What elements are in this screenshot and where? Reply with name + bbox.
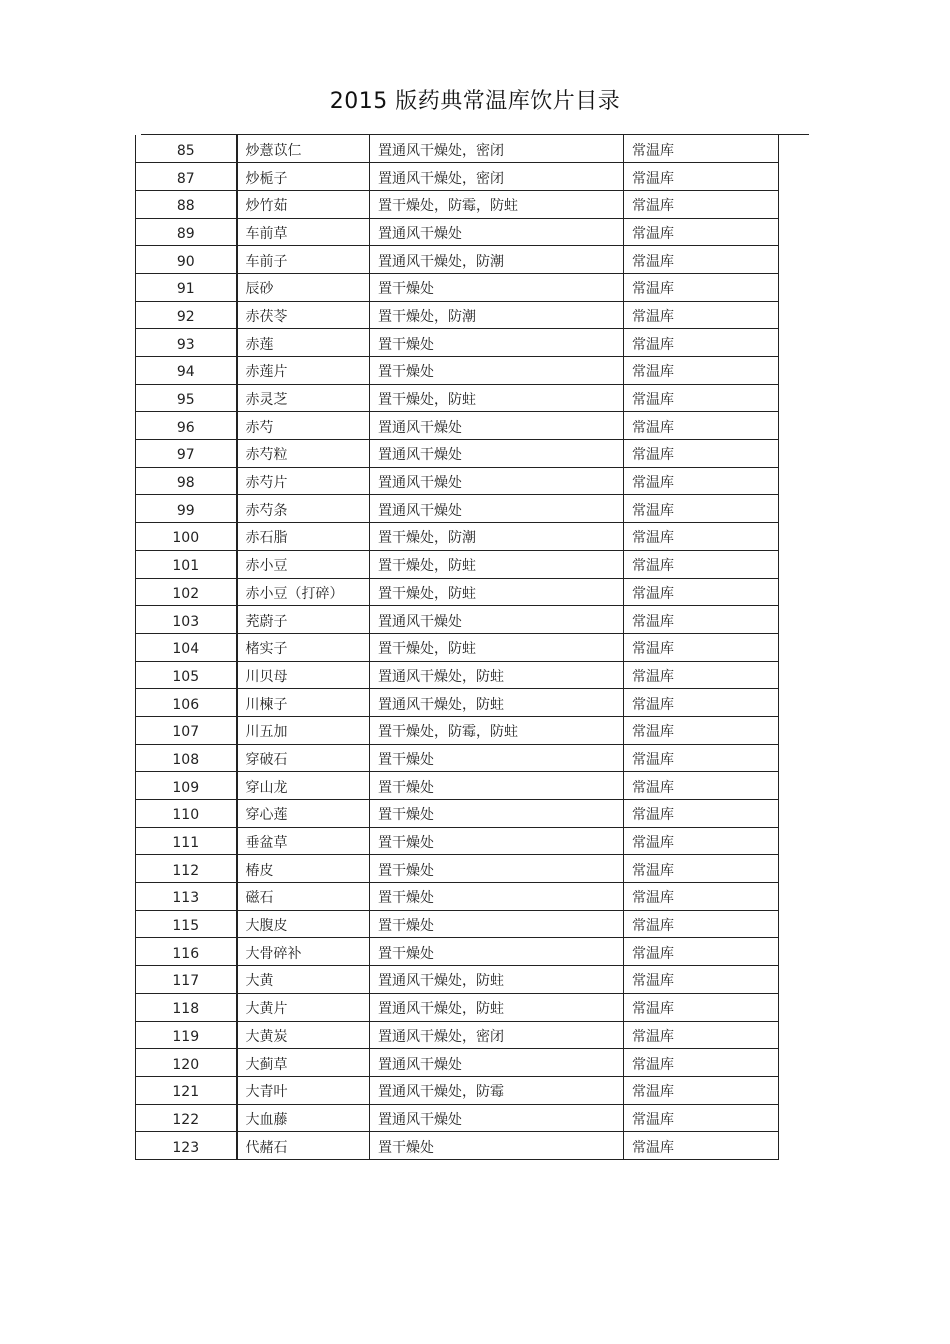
- herb-name: 川贝母: [237, 661, 370, 689]
- warehouse: 常温库: [624, 1021, 779, 1049]
- table-row: [136, 827, 779, 855]
- storage-condition: 置干燥处: [370, 827, 624, 855]
- item-number: 90: [136, 246, 237, 274]
- storage-condition: 置通风干燥处: [370, 606, 624, 634]
- table-row: [136, 163, 779, 191]
- warehouse: 常温库: [624, 218, 779, 246]
- herb-name: 大黄片: [237, 993, 370, 1021]
- warehouse: 常温库: [624, 993, 779, 1021]
- herb-name: 椿皮: [237, 855, 370, 883]
- table-row: [136, 772, 779, 800]
- storage-condition: 置通风干燥处，防蛀: [370, 661, 624, 689]
- warehouse: 常温库: [624, 661, 779, 689]
- item-number: 93: [136, 329, 237, 357]
- table-row: [136, 329, 779, 357]
- warehouse: 常温库: [624, 523, 779, 551]
- warehouse: 常温库: [624, 163, 779, 191]
- item-number: 100: [136, 523, 237, 551]
- storage-condition: 置通风干燥处: [370, 495, 624, 523]
- herb-name: 楮实子: [237, 633, 370, 661]
- table-row: [136, 606, 779, 634]
- table-row: [136, 495, 779, 523]
- item-number: 89: [136, 218, 237, 246]
- storage-condition: 置干燥处: [370, 1132, 624, 1160]
- item-number: 98: [136, 467, 237, 495]
- herb-name: 垂盆草: [237, 827, 370, 855]
- storage-condition: 置干燥处: [370, 910, 624, 938]
- item-number: 112: [136, 855, 237, 883]
- warehouse: 常温库: [624, 800, 779, 828]
- storage-condition: 置通风干燥处: [370, 467, 624, 495]
- herb-name: 赤灵芝: [237, 384, 370, 412]
- herb-name: 川五加: [237, 716, 370, 744]
- storage-condition: 置干燥处，防潮: [370, 523, 624, 551]
- warehouse: 常温库: [624, 910, 779, 938]
- herb-name: 炒薏苡仁: [237, 135, 370, 163]
- item-number: 103: [136, 606, 237, 634]
- item-number: 108: [136, 744, 237, 772]
- table-row: [136, 993, 779, 1021]
- warehouse: 常温库: [624, 273, 779, 301]
- warehouse: 常温库: [624, 135, 779, 163]
- storage-condition: 置通风干燥处，防霉: [370, 1076, 624, 1104]
- table-row: [136, 716, 779, 744]
- table-row: [136, 1049, 779, 1077]
- warehouse: 常温库: [624, 938, 779, 966]
- table-row: [136, 135, 779, 163]
- warehouse: 常温库: [624, 440, 779, 468]
- warehouse: 常温库: [624, 329, 779, 357]
- herb-name: 炒栀子: [237, 163, 370, 191]
- warehouse: 常温库: [624, 578, 779, 606]
- table-row: [136, 273, 779, 301]
- item-number: 87: [136, 163, 237, 191]
- table-row: [136, 966, 779, 994]
- table-row: [136, 550, 779, 578]
- storage-condition: 置干燥处: [370, 800, 624, 828]
- item-number: 94: [136, 357, 237, 385]
- item-number: 122: [136, 1104, 237, 1132]
- herb-table: [135, 135, 779, 1160]
- item-number: 85: [136, 135, 237, 163]
- warehouse: 常温库: [624, 966, 779, 994]
- item-number: 109: [136, 772, 237, 800]
- storage-condition: 置干燥处，防蛀: [370, 384, 624, 412]
- item-number: 96: [136, 412, 237, 440]
- item-number: 123: [136, 1132, 237, 1160]
- herb-name: 赤芍片: [237, 467, 370, 495]
- storage-condition: 置干燥处，防蛀: [370, 578, 624, 606]
- storage-condition: 置干燥处，防霉，防蛀: [370, 190, 624, 218]
- item-number: 118: [136, 993, 237, 1021]
- storage-condition: 置通风干燥处，防蛀: [370, 993, 624, 1021]
- herb-name: 车前草: [237, 218, 370, 246]
- table-row: [136, 744, 779, 772]
- warehouse: 常温库: [624, 467, 779, 495]
- table-row: [136, 384, 779, 412]
- storage-condition: 置通风干燥处，密闭: [370, 135, 624, 163]
- warehouse: 常温库: [624, 495, 779, 523]
- item-number: 101: [136, 550, 237, 578]
- table-row: [136, 190, 779, 218]
- item-number: 121: [136, 1076, 237, 1104]
- warehouse: 常温库: [624, 744, 779, 772]
- storage-condition: 置通风干燥处: [370, 218, 624, 246]
- item-number: 115: [136, 910, 237, 938]
- table-row: [136, 412, 779, 440]
- herb-name: 川楝子: [237, 689, 370, 717]
- storage-condition: 置通风干燥处: [370, 1049, 624, 1077]
- herb-name: 赤莲: [237, 329, 370, 357]
- item-number: 106: [136, 689, 237, 717]
- storage-condition: 置干燥处: [370, 772, 624, 800]
- storage-condition: 置干燥处: [370, 273, 624, 301]
- herb-name: 大蓟草: [237, 1049, 370, 1077]
- herb-name: 磁石: [237, 883, 370, 911]
- herb-name: 赤莲片: [237, 357, 370, 385]
- table-row: [136, 578, 779, 606]
- warehouse: 常温库: [624, 357, 779, 385]
- herb-name: 赤芍粒: [237, 440, 370, 468]
- storage-condition: 置通风干燥处，密闭: [370, 163, 624, 191]
- table-row: [136, 855, 779, 883]
- warehouse: 常温库: [624, 412, 779, 440]
- herb-name: 代赭石: [237, 1132, 370, 1160]
- table-body: [136, 135, 779, 1159]
- item-number: 104: [136, 633, 237, 661]
- storage-condition: 置干燥处: [370, 938, 624, 966]
- storage-condition: 置干燥处: [370, 855, 624, 883]
- warehouse: 常温库: [624, 633, 779, 661]
- herb-name: 大血藤: [237, 1104, 370, 1132]
- warehouse: 常温库: [624, 301, 779, 329]
- storage-condition: 置通风干燥处，防蛀: [370, 689, 624, 717]
- table-row: [136, 246, 779, 274]
- table-row: [136, 301, 779, 329]
- table-row: [136, 1021, 779, 1049]
- warehouse: 常温库: [624, 1132, 779, 1160]
- herb-name: 大黄炭: [237, 1021, 370, 1049]
- storage-condition: 置干燥处: [370, 883, 624, 911]
- warehouse: 常温库: [624, 606, 779, 634]
- item-number: 110: [136, 800, 237, 828]
- storage-condition: 置干燥处: [370, 744, 624, 772]
- warehouse: 常温库: [624, 1076, 779, 1104]
- storage-condition: 置通风干燥处，密闭: [370, 1021, 624, 1049]
- item-number: 116: [136, 938, 237, 966]
- table-row: [136, 1104, 779, 1132]
- storage-condition: 置通风干燥处，防蛀: [370, 966, 624, 994]
- warehouse: 常温库: [624, 384, 779, 412]
- warehouse: 常温库: [624, 689, 779, 717]
- item-number: 119: [136, 1021, 237, 1049]
- herb-name: 赤芍: [237, 412, 370, 440]
- item-number: 107: [136, 716, 237, 744]
- item-number: 117: [136, 966, 237, 994]
- warehouse: 常温库: [624, 1104, 779, 1132]
- page-title: 2015 版药典常温库饮片目录: [329, 89, 621, 114]
- table-row: [136, 689, 779, 717]
- item-number: 99: [136, 495, 237, 523]
- warehouse: 常温库: [624, 883, 779, 911]
- item-number: 91: [136, 273, 237, 301]
- warehouse: 常温库: [624, 855, 779, 883]
- herb-name: 炒竹茹: [237, 190, 370, 218]
- storage-condition: 置通风干燥处，防潮: [370, 246, 624, 274]
- table-row: [136, 661, 779, 689]
- table-row: [136, 218, 779, 246]
- storage-condition: 置通风干燥处: [370, 412, 624, 440]
- item-number: 92: [136, 301, 237, 329]
- herb-name: 辰砂: [237, 273, 370, 301]
- herb-name: 穿心莲: [237, 800, 370, 828]
- herb-name: 穿山龙: [237, 772, 370, 800]
- item-number: 102: [136, 578, 237, 606]
- item-number: 88: [136, 190, 237, 218]
- herb-name: 赤茯苓: [237, 301, 370, 329]
- storage-condition: 置干燥处: [370, 329, 624, 357]
- table-row: [136, 1076, 779, 1104]
- warehouse: 常温库: [624, 190, 779, 218]
- item-number: 120: [136, 1049, 237, 1077]
- table-row: [136, 440, 779, 468]
- storage-condition: 置干燥处: [370, 357, 624, 385]
- storage-condition: 置干燥处，防潮: [370, 301, 624, 329]
- herb-name: 赤小豆（打碎）: [237, 578, 370, 606]
- herb-name: 赤芍条: [237, 495, 370, 523]
- table-row: [136, 883, 779, 911]
- herb-name: 赤小豆: [237, 550, 370, 578]
- item-number: 97: [136, 440, 237, 468]
- item-number: 113: [136, 883, 237, 911]
- table-row: [136, 467, 779, 495]
- herb-name: 赤石脂: [237, 523, 370, 551]
- herb-name: 大青叶: [237, 1076, 370, 1104]
- warehouse: 常温库: [624, 246, 779, 274]
- warehouse: 常温库: [624, 550, 779, 578]
- storage-condition: 置干燥处，防霉，防蛀: [370, 716, 624, 744]
- item-number: 95: [136, 384, 237, 412]
- table-row: [136, 800, 779, 828]
- table-row: [136, 523, 779, 551]
- herb-name: 大骨碎补: [237, 938, 370, 966]
- table-row: [136, 910, 779, 938]
- item-number: 111: [136, 827, 237, 855]
- herb-name: 大黄: [237, 966, 370, 994]
- item-number: 105: [136, 661, 237, 689]
- storage-condition: 置通风干燥处: [370, 440, 624, 468]
- warehouse: 常温库: [624, 827, 779, 855]
- table-row: [136, 1132, 779, 1160]
- storage-condition: 置通风干燥处: [370, 1104, 624, 1132]
- table-row: [136, 938, 779, 966]
- storage-condition: 置干燥处，防蛀: [370, 550, 624, 578]
- herb-name: 穿破石: [237, 744, 370, 772]
- warehouse: 常温库: [624, 1049, 779, 1077]
- table-row: [136, 633, 779, 661]
- herb-name: 大腹皮: [237, 910, 370, 938]
- herb-name: 车前子: [237, 246, 370, 274]
- storage-condition: 置干燥处，防蛀: [370, 633, 624, 661]
- warehouse: 常温库: [624, 772, 779, 800]
- warehouse: 常温库: [624, 716, 779, 744]
- table-row: [136, 357, 779, 385]
- herb-name: 茺蔚子: [237, 606, 370, 634]
